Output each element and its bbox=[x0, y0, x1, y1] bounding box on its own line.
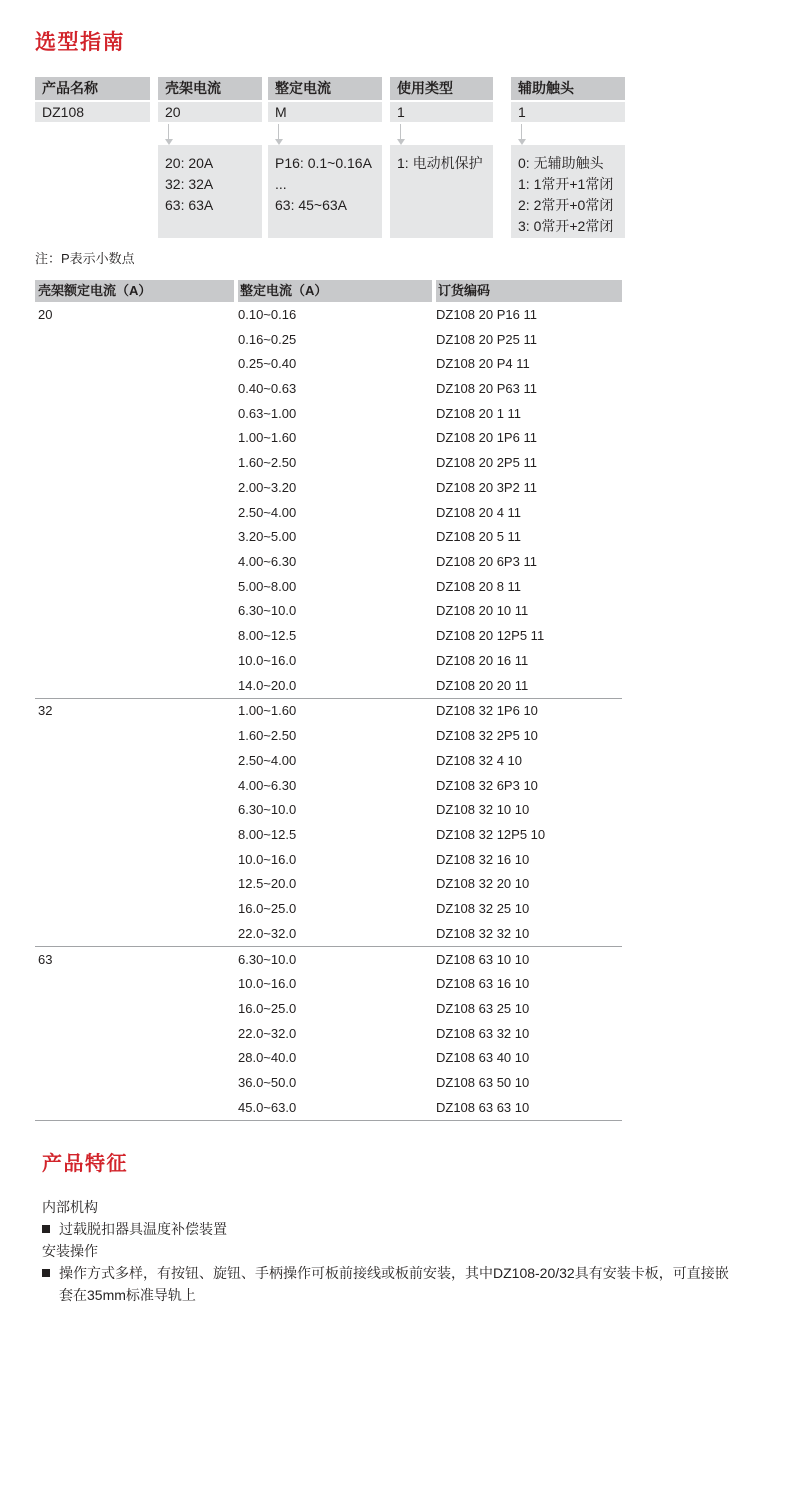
order-table bbox=[35, 280, 622, 1121]
order-cell-order-code: DZ108 32 25 10 bbox=[436, 901, 530, 917]
order-cell-setting-range: 14.0~20.0 bbox=[238, 677, 297, 693]
order-cell-order-code: DZ108 20 P63 11 bbox=[436, 381, 537, 397]
features-title: 产品特征 bbox=[42, 1153, 128, 1175]
order-cell-setting-range: 16.0~25.0 bbox=[238, 1000, 297, 1016]
selection-guide-title: 选型指南 bbox=[35, 31, 125, 54]
order-col-header-frame-current: 壳架额定电流（A） bbox=[35, 280, 234, 302]
order-cell-order-code: DZ108 20 6P3 11 bbox=[436, 554, 537, 570]
order-cell-setting-range: 12.5~20.0 bbox=[238, 876, 297, 892]
order-cell-order-code: DZ108 63 50 10 bbox=[436, 1075, 530, 1091]
arrow-down-icon bbox=[168, 124, 169, 139]
order-cell-setting-range: 6.30~10.0 bbox=[238, 802, 297, 818]
order-cell-order-code: DZ108 32 6P3 10 bbox=[436, 777, 538, 793]
order-cell-order-code: DZ108 63 25 10 bbox=[436, 1000, 530, 1016]
feature-bullet bbox=[42, 1262, 734, 1306]
order-cell-setting-range: 36.0~50.0 bbox=[238, 1075, 297, 1091]
naming-column-detail-box bbox=[158, 145, 262, 238]
table-row bbox=[35, 302, 622, 327]
naming-column-value: 1 bbox=[511, 102, 625, 122]
order-col-header-order-code: 订货编码 bbox=[436, 280, 622, 302]
table-row bbox=[35, 699, 622, 724]
order-cell-setting-range: 1.00~1.60 bbox=[238, 430, 297, 446]
table-row bbox=[35, 847, 622, 872]
naming-column-value: 20 bbox=[158, 102, 262, 122]
feature-bullet-text: 操作方式多样，有按钮、旋钮、手柄操作可板前接线或板前安装，其中DZ108-20/32具有安装卡板，可直接嵌套在35mm标准导轨上 bbox=[59, 1265, 729, 1303]
naming-detail-line: 20: 20A bbox=[165, 155, 214, 171]
naming-column-value: 1 bbox=[390, 102, 493, 122]
order-cell-order-code: DZ108 20 8 11 bbox=[436, 578, 522, 594]
naming-detail-line: 2: 2常开+0常闭 bbox=[518, 197, 614, 213]
naming-detail-line: 3: 0常开+2常闭 bbox=[518, 218, 614, 234]
order-cell-setting-range: 1.00~1.60 bbox=[238, 703, 297, 719]
order-cell-setting-range: 1.60~2.50 bbox=[238, 728, 297, 744]
bullet-square-icon bbox=[42, 1269, 50, 1277]
naming-detail-line: P16: 0.1~0.16A bbox=[275, 155, 372, 171]
order-cell-order-code: DZ108 32 4 10 bbox=[436, 752, 523, 768]
order-cell-setting-range: 10.0~16.0 bbox=[238, 851, 297, 867]
table-row bbox=[35, 623, 622, 648]
order-cell-order-code: DZ108 32 16 10 bbox=[436, 851, 530, 867]
table-row bbox=[35, 896, 622, 921]
order-cell-setting-range: 3.20~5.00 bbox=[238, 529, 297, 545]
order-cell-setting-range: 8.00~12.5 bbox=[238, 628, 297, 644]
table-row bbox=[35, 673, 622, 698]
table-row bbox=[35, 1070, 622, 1095]
order-cell-setting-range: 0.63~1.00 bbox=[238, 405, 297, 421]
naming-column-1 bbox=[35, 77, 150, 122]
naming-detail-line: 0: 无辅助触头 bbox=[518, 155, 604, 171]
naming-detail-line: 32: 32A bbox=[165, 176, 214, 192]
feature-bullet-text: 过载脱扣器具温度补偿装置 bbox=[59, 1221, 227, 1237]
naming-column-header: 壳架电流 bbox=[158, 77, 262, 100]
order-cell-setting-range: 8.00~12.5 bbox=[238, 826, 297, 842]
order-cell-order-code: DZ108 63 32 10 bbox=[436, 1025, 530, 1041]
order-cell-order-code: DZ108 63 63 10 bbox=[436, 1099, 530, 1115]
table-row bbox=[35, 748, 622, 773]
feature-subheading: 安装操作 bbox=[42, 1243, 98, 1259]
order-cell-setting-range: 22.0~32.0 bbox=[238, 1025, 297, 1041]
table-row bbox=[35, 1021, 622, 1046]
order-cell-setting-range: 0.10~0.16 bbox=[238, 306, 297, 322]
order-cell-order-code: DZ108 20 20 11 bbox=[436, 677, 529, 693]
table-row bbox=[35, 450, 622, 475]
order-table-body bbox=[35, 302, 622, 1121]
naming-column-4 bbox=[390, 77, 493, 171]
table-row bbox=[35, 947, 622, 972]
table-row bbox=[35, 996, 622, 1021]
table-row bbox=[35, 351, 622, 376]
order-cell-setting-range: 45.0~63.0 bbox=[238, 1099, 297, 1115]
order-cell-setting-range: 6.30~10.0 bbox=[238, 951, 297, 967]
order-cell-order-code: DZ108 20 3P2 11 bbox=[436, 479, 537, 495]
order-cell-order-code: DZ108 32 20 10 bbox=[436, 876, 530, 892]
table-row bbox=[35, 524, 622, 549]
table-row bbox=[35, 376, 622, 401]
naming-column-5 bbox=[511, 77, 625, 234]
order-table-header bbox=[35, 280, 622, 302]
order-cell-setting-range: 0.25~0.40 bbox=[238, 356, 297, 372]
naming-column-header: 产品名称 bbox=[35, 77, 150, 100]
order-cell-order-code: DZ108 63 40 10 bbox=[436, 1050, 530, 1066]
order-cell-order-code: DZ108 20 1 11 bbox=[436, 405, 522, 421]
table-row bbox=[35, 599, 622, 624]
table-row bbox=[35, 475, 622, 500]
order-cell-setting-range: 1.60~2.50 bbox=[238, 455, 297, 471]
naming-column-header: 使用类型 bbox=[390, 77, 493, 100]
naming-detail-line: 63: 45~63A bbox=[275, 197, 348, 213]
naming-column-value: DZ108 bbox=[35, 102, 150, 122]
naming-column-value: M bbox=[268, 102, 382, 122]
order-cell-order-code: DZ108 32 2P5 10 bbox=[436, 728, 538, 744]
naming-detail-line: 63: 63A bbox=[165, 197, 214, 213]
table-row bbox=[35, 574, 622, 599]
order-cell-setting-range: 10.0~16.0 bbox=[238, 652, 297, 668]
table-row bbox=[35, 1046, 622, 1071]
order-cell-order-code: DZ108 20 5 11 bbox=[436, 529, 522, 545]
naming-detail-line: 1: 电动机保护 bbox=[397, 155, 483, 171]
table-row bbox=[35, 971, 622, 996]
arrow-down-icon bbox=[278, 124, 279, 139]
order-cell-setting-range: 2.50~4.00 bbox=[238, 752, 297, 768]
table-row bbox=[35, 327, 622, 352]
order-cell-order-code: DZ108 20 P4 11 bbox=[436, 356, 530, 372]
naming-column-detail-box bbox=[511, 145, 625, 238]
naming-detail-line: ... bbox=[275, 176, 287, 192]
order-table-group-32 bbox=[35, 698, 622, 946]
order-cell-setting-range: 2.50~4.00 bbox=[238, 504, 297, 520]
order-cell-setting-range: 28.0~40.0 bbox=[238, 1050, 297, 1066]
table-row bbox=[35, 723, 622, 748]
naming-detail-line: 1: 1常开+1常闭 bbox=[518, 176, 614, 192]
order-cell-setting-range: 10.0~16.0 bbox=[238, 976, 297, 992]
feature-bullet bbox=[42, 1218, 734, 1240]
order-cell-order-code: DZ108 63 16 10 bbox=[436, 976, 530, 992]
order-cell-setting-range: 22.0~32.0 bbox=[238, 925, 297, 941]
naming-column-detail-box bbox=[268, 145, 382, 238]
order-cell-setting-range: 0.16~0.25 bbox=[238, 331, 297, 347]
order-table-group-63 bbox=[35, 946, 622, 1120]
naming-column-header: 整定电流 bbox=[268, 77, 382, 100]
table-row bbox=[35, 426, 622, 451]
order-table-group-20 bbox=[35, 302, 622, 698]
order-cell-order-code: DZ108 20 P25 11 bbox=[436, 331, 537, 347]
arrow-down-icon bbox=[400, 124, 401, 139]
table-row bbox=[35, 872, 622, 897]
naming-column-header: 辅助触头 bbox=[511, 77, 625, 100]
table-row bbox=[35, 648, 622, 673]
order-cell-order-code: DZ108 63 10 10 bbox=[436, 951, 530, 967]
naming-note: 注：P表示小数点 bbox=[35, 251, 135, 266]
table-row bbox=[35, 822, 622, 847]
table-row bbox=[35, 773, 622, 798]
table-row bbox=[35, 921, 622, 946]
order-cell-setting-range: 2.00~3.20 bbox=[238, 479, 297, 495]
order-cell-order-code: DZ108 32 12P5 10 bbox=[436, 826, 546, 842]
naming-column-3 bbox=[268, 77, 382, 213]
order-cell-order-code: DZ108 20 4 11 bbox=[436, 504, 522, 520]
order-cell-order-code: DZ108 32 32 10 bbox=[436, 925, 530, 941]
naming-column-2 bbox=[158, 77, 262, 213]
naming-column-detail-box bbox=[390, 145, 493, 238]
table-row bbox=[35, 500, 622, 525]
order-cell-order-code: DZ108 32 1P6 10 bbox=[436, 703, 538, 719]
order-cell-order-code: DZ108 20 1P6 11 bbox=[436, 430, 537, 446]
order-cell-order-code: DZ108 20 16 11 bbox=[436, 652, 529, 668]
order-cell-order-code: DZ108 32 10 10 bbox=[436, 802, 530, 818]
order-cell-setting-range: 5.00~8.00 bbox=[238, 578, 297, 594]
features-section bbox=[42, 1151, 734, 1306]
table-row bbox=[35, 549, 622, 574]
bullet-square-icon bbox=[42, 1225, 50, 1233]
order-cell-setting-range: 16.0~25.0 bbox=[238, 901, 297, 917]
order-cell-frame-current: 20 bbox=[38, 306, 53, 322]
order-cell-frame-current: 63 bbox=[38, 951, 53, 967]
order-cell-order-code: DZ108 20 12P5 11 bbox=[436, 628, 545, 644]
features-list bbox=[42, 1196, 734, 1306]
feature-subheading: 内部机构 bbox=[42, 1199, 98, 1215]
naming-table bbox=[35, 77, 625, 238]
table-row bbox=[35, 401, 622, 426]
order-cell-setting-range: 4.00~6.30 bbox=[238, 777, 297, 793]
order-cell-frame-current: 32 bbox=[38, 703, 53, 719]
table-row bbox=[35, 797, 622, 822]
table-row bbox=[35, 1095, 622, 1120]
order-col-header-setting-current: 整定电流（A） bbox=[238, 280, 432, 302]
order-cell-order-code: DZ108 20 P16 11 bbox=[436, 306, 537, 322]
order-cell-order-code: DZ108 20 10 11 bbox=[436, 603, 529, 619]
order-cell-setting-range: 6.30~10.0 bbox=[238, 603, 297, 619]
arrow-down-icon bbox=[521, 124, 522, 139]
order-cell-order-code: DZ108 20 2P5 11 bbox=[436, 455, 537, 471]
order-cell-setting-range: 4.00~6.30 bbox=[238, 554, 297, 570]
order-cell-setting-range: 0.40~0.63 bbox=[238, 381, 297, 397]
